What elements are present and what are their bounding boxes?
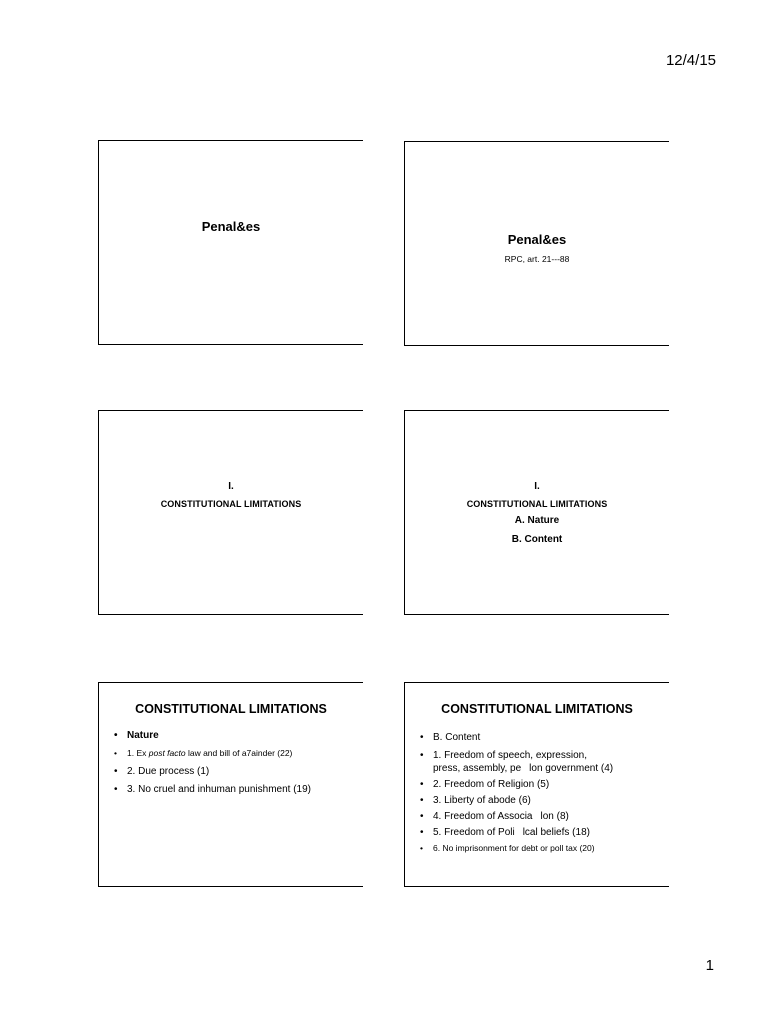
bullet-item: • 3. No cruel and inhuman punishment (19): [113, 783, 357, 796]
bullet-item: • 4. Freedom of Associalon (8): [419, 810, 663, 823]
outline-item-b: B. Content: [511, 534, 563, 545]
bullet-item: • 6. No imprisonment for debt or poll tax (20): [419, 842, 663, 855]
slide-title: Penal&es: [507, 232, 567, 247]
bullet-item: • 3. Liberty of abode (6): [419, 794, 663, 807]
bullet-item: [419, 749, 663, 775]
slide-title: Penal&es: [201, 219, 261, 234]
italic-phrase: post facto: [148, 748, 186, 758]
slide-subtitle: RPC, art. 21---88: [504, 254, 570, 264]
slide-6: [404, 682, 669, 887]
section-heading: CONSTITUTIONAL LIMITATIONS: [466, 499, 608, 509]
page-number: 1: [705, 957, 714, 974]
bullet-list: [419, 731, 663, 860]
bullet-line: • 1. Freedom of speech, expression,: [433, 750, 587, 761]
section-number: I.: [228, 481, 234, 492]
bullet-list: [113, 729, 357, 801]
page-date: 12/4/15: [665, 52, 716, 69]
slide-3: [98, 410, 363, 615]
bullet-item: • B. Content: [419, 731, 663, 744]
bullet-item: • 2. Due process (1): [113, 765, 357, 778]
section-number: I.: [534, 481, 540, 492]
slide-4: [404, 410, 669, 615]
slide-heading: CONSTITUTIONAL LIMITATIONS: [441, 702, 633, 716]
section-heading: CONSTITUTIONAL LIMITATIONS: [160, 499, 302, 509]
bullet-item: • 1. Ex post facto law and bill of a7ainder (22): [113, 747, 357, 760]
bullet-item: • 5. Freedom of Polilcal beliefs (18): [419, 826, 663, 839]
bullet-item: • Nature: [113, 729, 357, 742]
bullet-line: press, assembly, pelon government (4): [433, 763, 614, 774]
outline-item-a: A. Nature: [514, 515, 560, 526]
slide-1: [98, 140, 363, 345]
slide-heading: CONSTITUTIONAL LIMITATIONS: [135, 702, 327, 716]
slide-5: [98, 682, 363, 887]
slide-2: [404, 141, 669, 346]
bullet-item: • 2. Freedom of Religion (5): [419, 778, 663, 791]
